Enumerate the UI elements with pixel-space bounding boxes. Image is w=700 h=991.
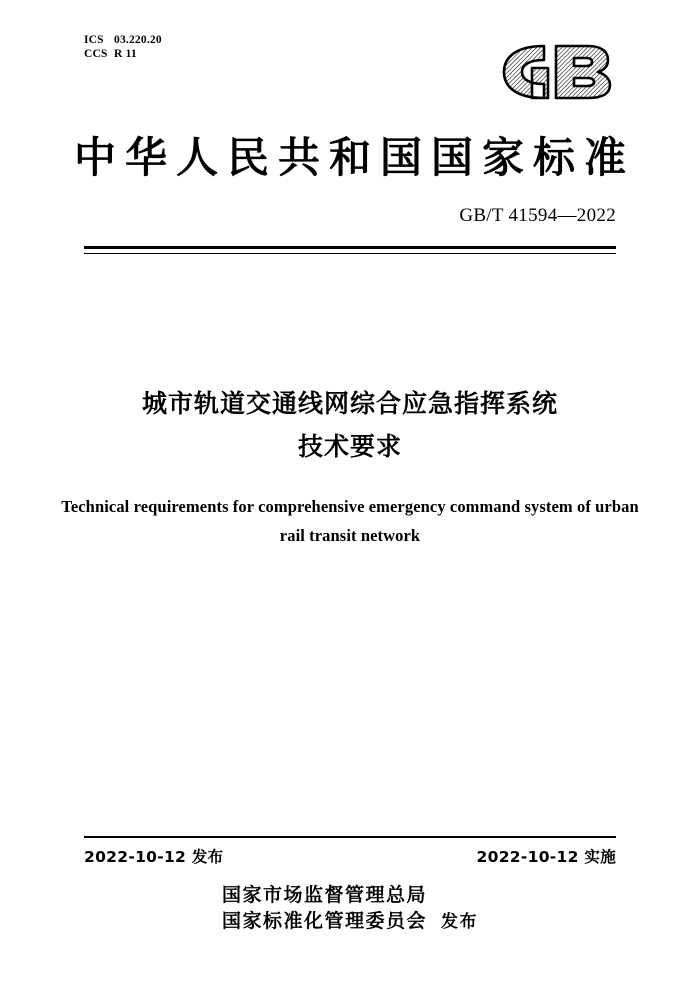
document-title-english-line1: Technical requirements for comprehensive emergency command system of urban [61, 497, 639, 516]
gb-emblem-icon [482, 38, 622, 106]
classification-block [84, 33, 162, 61]
ics-label: ICS [84, 34, 104, 46]
issuer-line-2: 国家标准化管理委员会 [221, 910, 427, 932]
document-title-chinese [84, 382, 616, 468]
ics-line [84, 33, 162, 47]
issuer-inner [222, 882, 478, 934]
document-title-chinese-line2: 技术要求 [297, 432, 402, 461]
header-rule-thin [84, 253, 616, 254]
standard-number: GB/T 41594—2022 [459, 205, 616, 226]
national-standard-title: 中华人民共和国国家标准 [73, 133, 635, 182]
document-title-english-line2: rail transit network [279, 526, 421, 545]
effective-date: 2022-10-12 实施 [476, 848, 616, 866]
date-row [84, 845, 616, 869]
issuer-block [0, 882, 700, 934]
document-title-english [45, 492, 655, 550]
issuer-line-1: 国家市场监督管理总局 [221, 884, 427, 906]
ccs-value: R 11 [114, 48, 137, 60]
ccs-line [84, 47, 162, 61]
footer-rule [84, 836, 616, 838]
ics-value: 03.220.20 [114, 34, 162, 46]
issuer-names [222, 882, 427, 934]
document-title-chinese-line1: 城市轨道交通线网综合应急指挥系统 [141, 389, 558, 418]
header-rule-thick [84, 246, 616, 249]
issue-verb: 发布 [441, 911, 478, 932]
issue-date: 2022-10-12 发布 [84, 848, 224, 866]
ccs-label: CCS [84, 48, 108, 60]
